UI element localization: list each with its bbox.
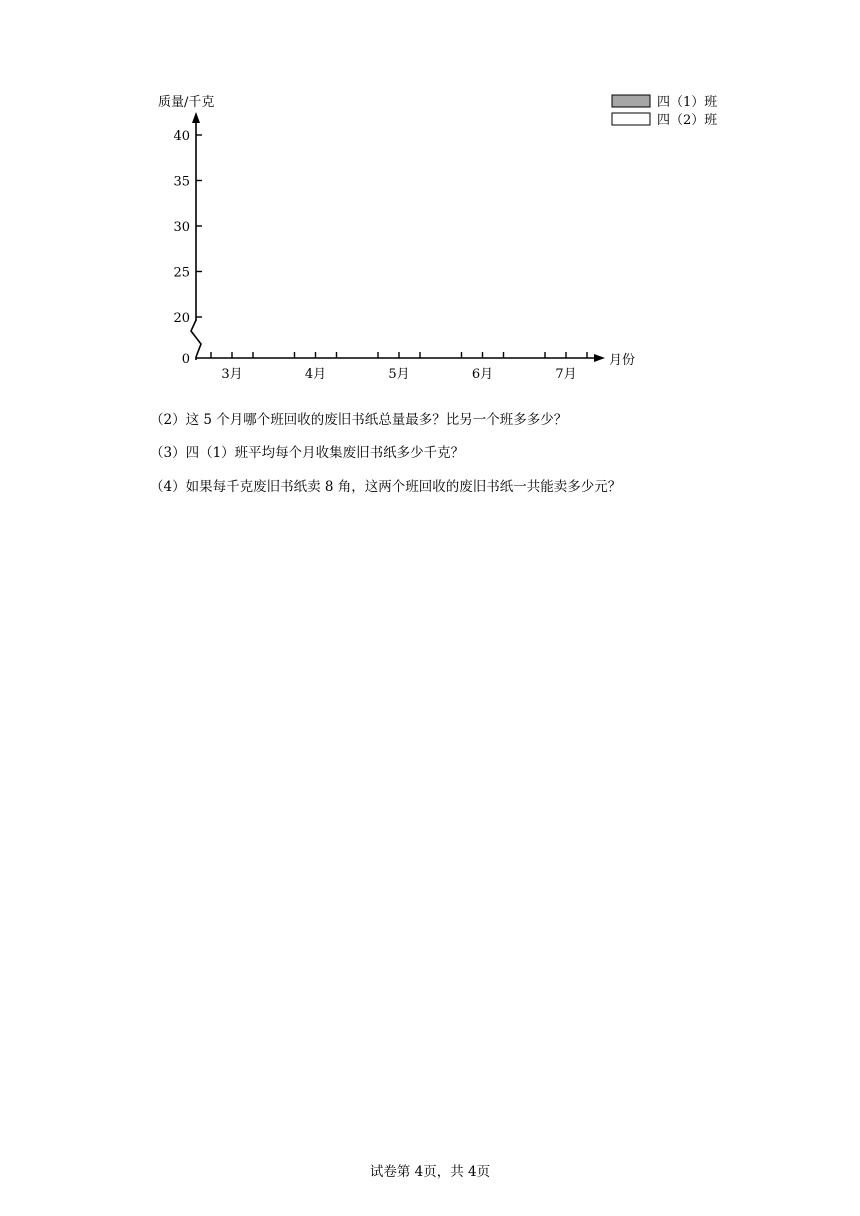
x-tick-label: 5月	[388, 367, 410, 382]
legend-label-class-2: 四（2）班	[657, 113, 718, 128]
bar-chart-grid	[0, 0, 860, 400]
legend	[612, 95, 717, 128]
y-tick-label: 35	[173, 174, 190, 190]
legend-swatch-class-2	[612, 113, 650, 125]
x-tick-label: 7月	[555, 367, 577, 382]
y-tick-label: 30	[173, 220, 190, 235]
legend-swatch-class-1	[612, 95, 650, 107]
question-3: （3）四（1）班平均每个月收集废旧书纸多少千克？	[150, 445, 465, 461]
y-axis-arrow	[192, 112, 200, 123]
x-tick-label: 6月	[471, 367, 494, 382]
legend-label-class-1: 四（1）班	[657, 95, 718, 110]
question-4: （4）如果每千克废旧书纸卖 8 角，这两个班回收的废旧书纸一共能卖多少元？	[150, 479, 622, 495]
y-tick-label: 20	[173, 311, 190, 326]
y-tick-label: 40	[173, 129, 190, 144]
x-axis-title: 月份	[609, 353, 636, 368]
y-tick-label: 25	[173, 265, 190, 281]
page-footer: 试卷第 4页，共 4页	[369, 1164, 491, 1180]
x-tick-label: 3月	[221, 367, 243, 382]
y-tick-label: 0	[181, 352, 190, 367]
x-tick-label: 4月	[304, 367, 327, 382]
y-axis-title: 质量/千克	[158, 95, 215, 110]
question-2: （2）这 5 个月哪个班回收的废旧书纸总量最多？比另一个班多多少？	[150, 412, 568, 428]
x-axis-arrow	[594, 354, 605, 362]
